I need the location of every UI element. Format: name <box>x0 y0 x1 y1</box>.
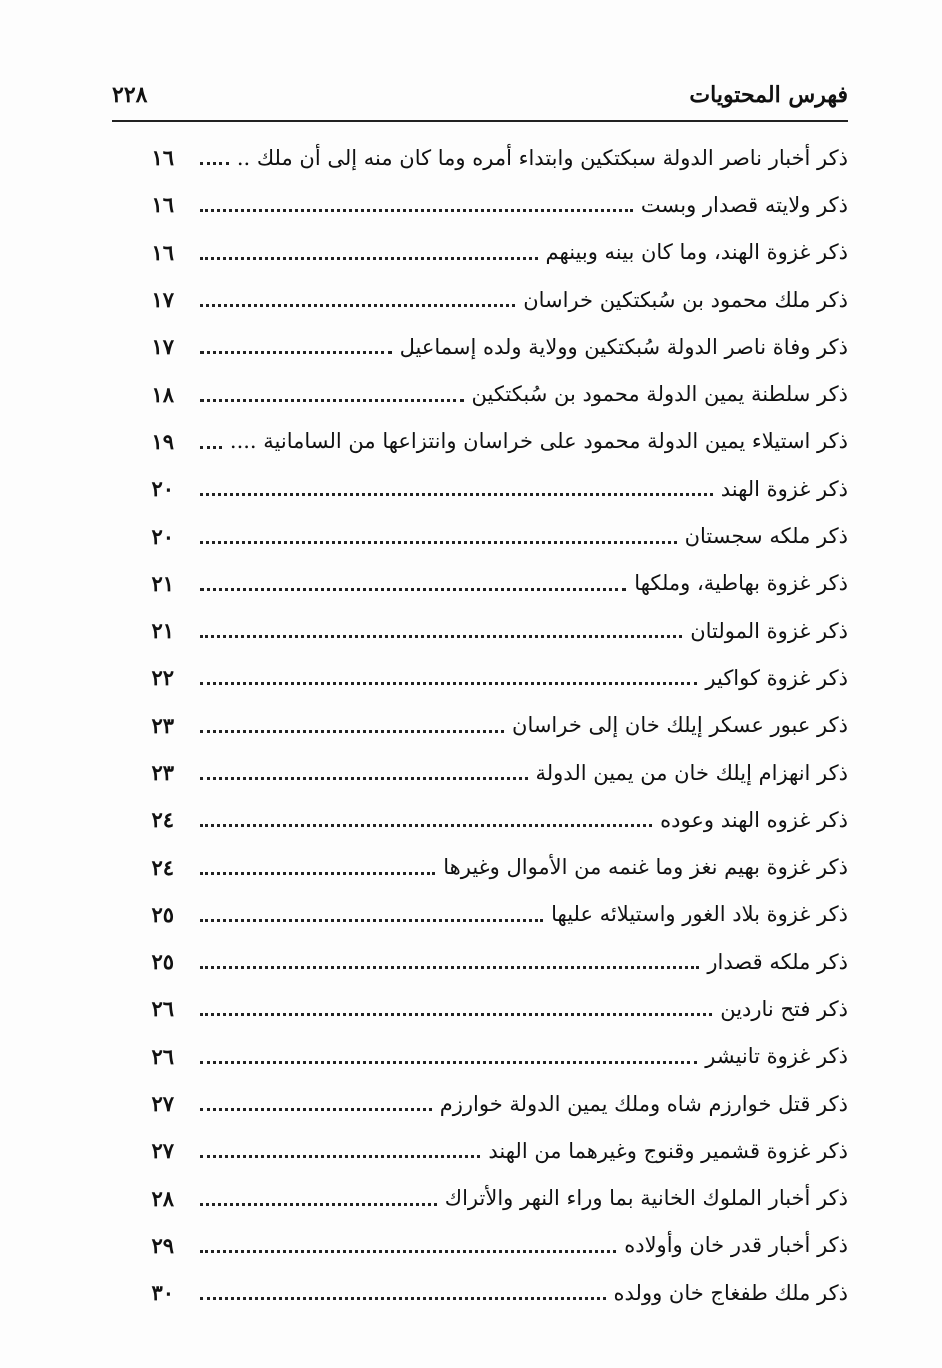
toc-entry <box>130 702 848 749</box>
toc-entry-page: ٢٤ <box>151 854 174 880</box>
toc-entry-title: ذكر أخبار قدر خان وأولاده <box>624 1233 848 1258</box>
header-divider <box>112 120 848 122</box>
toc-entry <box>130 323 848 370</box>
toc-entry-title: ذكر عبور عسكر إيلك خان إلى خراسان <box>512 713 848 738</box>
toc-entry <box>130 1175 848 1222</box>
toc-entry <box>130 1269 848 1316</box>
dot-leader <box>200 872 435 875</box>
toc-entry-title: ذكر انهزام إيلك خان من يمين الدولة <box>535 760 848 785</box>
toc-entry-title: ذكر فتح ناردين <box>720 996 848 1021</box>
toc-entry-title: ذكر غزوه الهند وعوده <box>660 807 848 832</box>
toc-entry-title: ذكر ملكه قصدار <box>707 949 848 974</box>
dot-leader <box>200 304 515 307</box>
dot-leader <box>200 777 528 780</box>
toc-entry-title: ذكر استيلاء يمين الدولة محمود على خراسان وانتزاعها من السامانية .... <box>229 429 848 454</box>
toc-entry-title: ذكر غزوة تانيشر <box>705 1044 848 1069</box>
toc-entry-page: ١٧ <box>151 287 174 313</box>
toc-entry-page: ٢٣ <box>151 760 174 785</box>
toc-entry-page: ٢٦ <box>151 1043 174 1069</box>
toc-entry <box>130 938 848 985</box>
toc-entry-title: ذكر ملك محمود بن سُبكتكين خراسان <box>523 287 848 312</box>
toc-entry-page: ٢٧ <box>151 1091 174 1117</box>
dot-leader <box>200 919 543 922</box>
toc-entry <box>130 134 848 181</box>
dot-leader <box>200 682 697 685</box>
toc-entry-page: ٢٧ <box>151 1138 174 1164</box>
dot-leader <box>200 209 633 212</box>
toc-entry-page: ١٨ <box>151 381 174 407</box>
toc-entry-page: ٢٨ <box>151 1185 174 1211</box>
dot-leader <box>200 824 652 827</box>
toc-entry <box>130 276 848 323</box>
toc-entry-title: ذكر ولايته قصدار وبست <box>640 192 848 217</box>
toc-entry-page: ٢٣ <box>151 712 174 738</box>
dot-leader <box>200 730 504 733</box>
table-of-contents <box>130 134 848 1316</box>
toc-entry-page: ١٦ <box>151 239 174 265</box>
dot-leader <box>200 1203 437 1206</box>
dot-leader <box>200 966 699 969</box>
dot-leader <box>200 351 392 354</box>
toc-entry <box>130 512 848 559</box>
toc-entry <box>130 843 848 890</box>
dot-leader <box>200 635 682 638</box>
toc-entry <box>130 796 848 843</box>
dot-leader <box>200 446 222 449</box>
toc-entry <box>130 465 848 512</box>
page-header <box>112 76 848 120</box>
toc-entry <box>130 370 848 417</box>
toc-entry-title: ذكر غزوة بهاطية، وملكها <box>634 571 848 596</box>
toc-entry-page: ٢٥ <box>151 949 174 975</box>
dot-leader <box>200 399 464 402</box>
toc-entry <box>130 560 848 607</box>
toc-entry-page: ١٦ <box>151 145 174 171</box>
toc-entry-title: ذكر غزوة الهند <box>720 476 848 501</box>
toc-entry-title: ذكر غزوة الهند، وما كان بينه وبينهم <box>545 240 848 265</box>
toc-entry-page: ٢٢ <box>151 665 174 691</box>
toc-entry <box>130 1033 848 1080</box>
toc-entry-title: ذكر غزوة بلاد الغور واستيلائه عليها <box>551 902 848 927</box>
toc-entry-page: ٢٦ <box>151 996 174 1022</box>
toc-entry-title: ذكر ملك طفغاج خان وولده <box>613 1280 848 1305</box>
dot-leader <box>200 1061 697 1064</box>
toc-entry <box>130 1222 848 1269</box>
toc-entry-page: ١٦ <box>151 192 174 218</box>
dot-leader <box>200 588 626 591</box>
toc-entry-title: ذكر غزوة المولتان <box>690 618 848 643</box>
dot-leader <box>200 257 538 260</box>
toc-entry-title: ذكر قتل خوارزم شاه وملك يمين الدولة خوارزم <box>439 1091 848 1116</box>
toc-entry <box>130 229 848 276</box>
dot-leader <box>200 541 677 544</box>
toc-entry-page: ١٧ <box>151 334 174 360</box>
toc-entry <box>130 181 848 228</box>
dot-leader <box>200 1013 712 1016</box>
dot-leader <box>200 1297 606 1300</box>
dot-leader <box>200 1108 432 1111</box>
page-number: ٢٢٨ <box>112 82 148 108</box>
toc-entry-page: ٢١ <box>151 570 174 596</box>
toc-entry-title: ذكر غزوة قشمير وقنوج وغيرهما من الهند <box>488 1138 848 1163</box>
toc-entry-title: ذكر غزوة كواكير <box>705 665 848 690</box>
toc-entry-title: ذكر أخبار ناصر الدولة سبكتكين وابتداء أمره وما كان منه إلى أن ملك .. <box>236 145 848 170</box>
dot-leader <box>200 1250 616 1253</box>
dot-leader <box>200 493 713 496</box>
toc-entry <box>130 749 848 796</box>
toc-entry <box>130 654 848 701</box>
toc-entry-page: ٢٤ <box>151 807 174 833</box>
toc-entry <box>130 891 848 938</box>
page-title: فهرس المحتويات <box>689 82 848 108</box>
toc-entry-page: ٢١ <box>151 618 174 644</box>
toc-entry-page: ٢٠ <box>151 476 174 502</box>
toc-entry-page: ٢٥ <box>151 901 174 927</box>
toc-entry <box>130 1080 848 1127</box>
toc-entry-title: ذكر غزوة بهيم نغز وما غنمه من الأموال وغيرها <box>443 855 848 880</box>
toc-entry <box>130 607 848 654</box>
dot-leader <box>200 162 229 165</box>
toc-entry-page: ٣٠ <box>151 1280 174 1306</box>
toc-entry-title: ذكر سلطنة يمين الدولة محمود بن سُبكتكين <box>471 382 848 407</box>
toc-entry-page: ٢٩ <box>151 1232 174 1258</box>
toc-entry-title: ذكر أخبار الملوك الخانية بما وراء النهر والأتراك <box>444 1186 848 1211</box>
toc-entry-page: ٢٠ <box>151 523 174 549</box>
toc-entry <box>130 1127 848 1174</box>
toc-entry-title: ذكر ملكه سجستان <box>684 524 848 549</box>
dot-leader <box>200 1155 480 1158</box>
toc-entry-title: ذكر وفاة ناصر الدولة سُبكتكين وولاية ولده إسماعيل <box>399 334 848 359</box>
toc-entry <box>130 985 848 1032</box>
toc-entry-page: ١٩ <box>151 428 174 454</box>
toc-entry <box>130 418 848 465</box>
